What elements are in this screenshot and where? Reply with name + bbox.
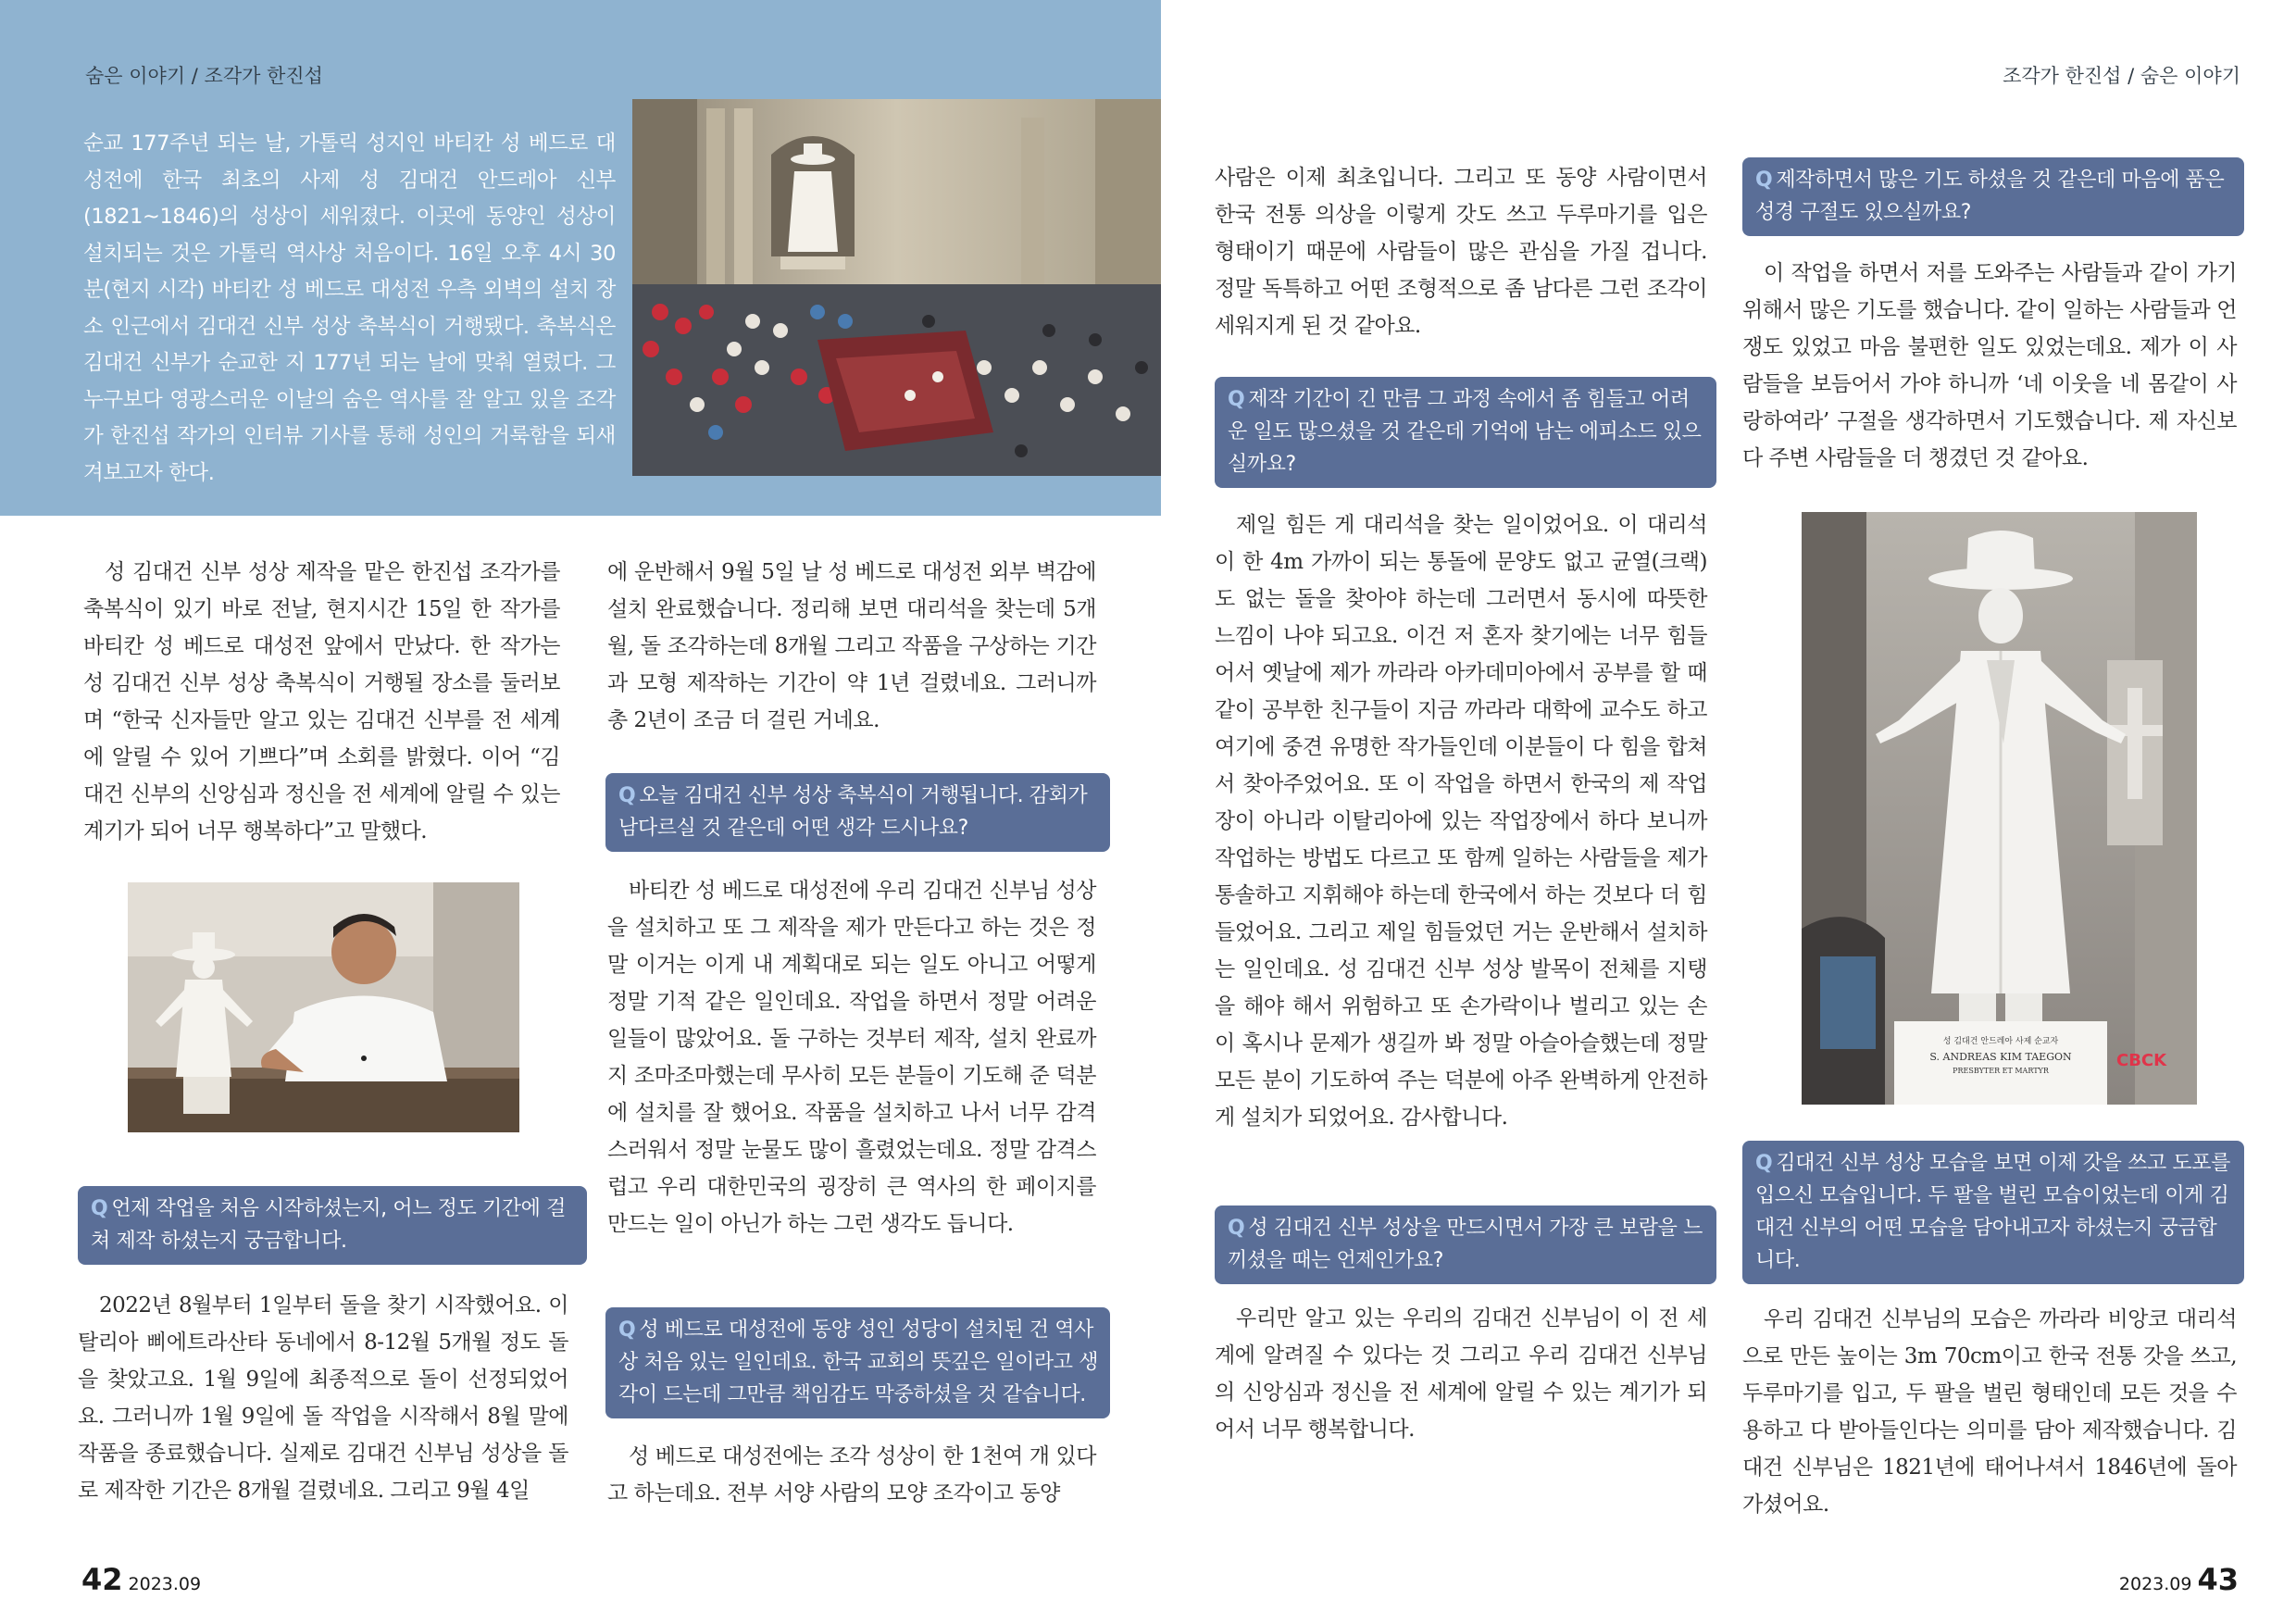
column-4-bottom [1742,1301,2237,1523]
answer-paragraph: 바티칸 성 베드로 대성전에 우리 김대건 신부님 성상을 설치하고 또 그 제작을 제가 만든다고 하는 것은 정말 이거는 이게 내 계획대로 되는 일도 아니고 어떻게 정말 기적 같은 일인데요. 작업을 하면서 정말 어려운 일들이 많았어요. 돌 구하는 것부터 제작, 설치 완료까지 조마조마했는데 무사히 모든 분들이 기도해 준 덕분에 설치를 잘 했어요. 작품을 설치하고 나서 너무 감격스러워서 정말 눈물도 많이 흘렸었는데요. 정말 감격스럽고 우리 대한민국의 굉장히 큰 역사의 한 페이지를 만드는 일이 아닌가 하는 그런 생각도 듭니다. [607,879,1096,1236]
question-text: 언제 작업을 처음 시작하셨는지, 어느 정도 기간에 걸쳐 제작 하셨는지 궁금합니다. [91,1197,566,1253]
plaque-line-3: PRESBYTER ET MARTYR [1953,1067,2049,1075]
question-text: 성 김대건 신부 성상을 만드시면서 가장 큰 보람을 느끼셨을 때는 언제인가요? [1228,1217,1703,1272]
issue-date-right: 2023.09 [2118,1574,2192,1594]
running-header-right: 조각가 한진섭 / 숨은 이야기 [2003,65,2240,87]
question-mark: Q [1228,388,1245,411]
issue-date-left: 2023.09 [128,1574,202,1594]
question-box-4 [1215,377,1716,488]
intro-paragraph: 성 김대건 신부 성상 제작을 맡은 한진섭 조각가를 축복식이 있기 바로 전날, 현지시간 15일 한 작가를 바티칸 성 베드로 대성전 앞에서 만났다. 한 작가는 성 김대건 신부 성상 축복식이 거행될 장소를 둘러보며 “한국 신자들만 알고 있는 김대건 신부를 전 세계에 알릴 수 있어 기쁘다”며 소회를 밝혔다. 이어 “김대건 신부의 신앙심과 정신을 전 세계에 알릴 수 있는 계기가 되어 너무 행복하다”고 말했다. [83,560,560,843]
column-1-intro [83,554,560,850]
column-1-answer [78,1287,568,1509]
question-box-1 [78,1186,587,1265]
question-box-7 [1742,1141,2244,1284]
question-mark: Q [1228,1217,1245,1240]
column-3-middle [1215,506,1707,1136]
photo-sculptor-interview [128,882,519,1132]
question-box-6 [1742,157,2244,236]
answer-paragraph: 우리 김대건 신부님의 모습은 까라라 비앙코 대리석으로 만든 높이는 3m 70cm이고 한국 전통 갓을 쓰고, 두루마기를 입고, 두 팔을 벌린 형태인데 모든 것을 수용하고 다 받아들인다는 의미를 담아 제작했습니다. 김대건 신부님은 1821년에 태어나셔서 1846년에 돌아가셨어요. [1742,1307,2237,1517]
column-2-bottom [607,1438,1096,1512]
answer-paragraph-continued: 사람은 이제 최초입니다. 그리고 또 동양 사람이면서 한국 전통 의상을 이렇게 갓도 쓰고 두루마기를 입은 형태이기 때문에 사람들이 많은 관심을 가질 겁니다. 정말 독특하고 어떤 조형적으로 좀 남다른 그런 조각이 세워지게 된 것 같아요. [1215,166,1707,338]
column-2-middle [607,872,1096,1243]
question-text: 제작하면서 많은 기도 하셨을 것 같은데 마음에 품은 성경 구절도 있으실까요? [1755,169,2225,224]
question-mark: Q [1755,169,1773,192]
lead-paragraph: 순교 177주년 되는 날, 가톨릭 성지인 바티칸 성 베드로 대성전에 한국 최초의 사제 성 김대건 안드레아 신부(1821~1846)의 성상이 세워졌다. 이곳에 동양인 성상이 설치되는 것은 가톨릭 역사상 처음이다. 16일 오후 4시 30분(현지 시각) 바티칸 성 베드로 대성전 우측 외벽의 설치 장소 인근에서 김대건 신부 성상 축복식이 거행됐다. 축복식은 김대건 신부가 순교한 지 177년 되는 날에 맞춰 열렸다. 그 누구보다 영광스러운 이날의 숨은 역사를 잘 알고 있을 조각가 한진섭 작가의 인터뷰 기사를 통해 성인의 거룩함을 되새겨보고자 한다. [83,131,616,485]
question-mark: Q [1755,1152,1773,1175]
answer-paragraph: 우리만 알고 있는 우리의 김대건 신부님이 이 전 세계에 알려질 수 있다는 것 그리고 우리 김대건 신부님의 신앙심과 정신을 전 세계에 알릴 수 있는 계기가 되어서 너무 행복합니다. [1215,1306,1707,1442]
answer-paragraph: 제일 힘든 게 대리석을 찾는 일이었어요. 이 대리석이 한 4m 가까이 되는 통돌에 문양도 없고 균열(크랙)도 없는 돌을 찾아야 하는데 그러면서 동시에 따뜻한 느낌이 나야 되고요. 이건 저 혼자 찾기에는 너무 힘들어서 옛날에 제가 까라라 아카데미아에서 공부를 할 때 같이 공부한 친구들이 지금 까라라 대학에 교수도 하고 여기에 중견 유명한 작가들인데 이분들이 다 힘을 합쳐서 찾아주었어요. 또 이 작업을 하면서 한국의 제 작업장이 아니라 이탈리아에 있는 작업장에서 하다 보니까 작업하는 방법도 다르고 또 함께 일하는 사람들을 제가 통솔하고 지휘해야 하는데 한국에서 하는 것보다 더 힘들었어요. 그리고 제일 힘들었던 거는 운반해서 설치하는 일인데요. 성 김대건 신부 성상 발목이 전체를 지탱을 해야 해서 위험하고 또 손가락이나 벌리고 있는 손이 혹시나 문제가 생길까 봐 정말 아슬아슬했는데 정말 모든 분이 기도하여 주는 덕분에 아주 완벽하게 안전하게 설치가 되었어요. 감사합니다. [1215,513,1707,1130]
plaque-line-1: 성 김대건 안드레아 사제 순교자 [1942,1037,2059,1046]
question-text: 오늘 김대건 신부 성상 축복식이 거행됩니다. 감회가 남다르실 것 같은데 어떤 생각 드시나요? [618,784,1088,840]
question-box-3 [605,1307,1110,1418]
plaque-line-2: S. ANDREAS KIM TAEGON [1929,1051,2072,1063]
photo-statue-workshop [1802,512,2197,1105]
question-mark: Q [618,1318,636,1342]
column-2-top [607,554,1096,739]
question-text: 김대건 신부 성상 모습을 보면 이제 갓을 쓰고 도포를 입으신 모습입니다. 두 팔을 벌린 모습이었는데 이게 김대건 신부의 어떤 모습을 담아내고자 하셨는지 궁금합니다. [1755,1152,2230,1272]
column-3-bottom [1215,1300,1707,1448]
watermark-logo: CBCK [2116,1051,2167,1070]
question-box-5 [1215,1206,1716,1284]
question-mark: Q [618,784,636,807]
page-number-right: 43 [2197,1562,2239,1597]
question-mark: Q [91,1197,108,1220]
question-text: 성 베드로 대성전에 동양 성인 성당이 설치된 건 역사상 처음 있는 일인데요. 한국 교회의 뜻깊은 일이라고 생각이 드는데 그만큼 책임감도 막중하셨을 것 같습니다. [618,1318,1099,1406]
photo-blessing-ceremony [632,99,1161,476]
answer-paragraph: 이 작업을 하면서 저를 도와주는 사람들과 같이 가기 위해서 많은 기도를 했습니다. 같이 일하는 사람들과 언쟁도 있었고 마음 불편한 일도 있었는데요. 제가 이 사람들을 보듬어서 가야 하니까 ‘네 이웃을 네 몸같이 사랑하여라’ 구절을 생각하면서 기도했습니다. 제 자신보다 주변 사람들을 더 챙겼던 것 같아요. [1742,261,2237,470]
page-number-left: 42 [81,1562,123,1597]
running-header-left: 숨은 이야기 / 조각가 한진섭 [85,65,323,87]
folio-left [81,1562,206,1597]
column-3-top [1215,159,1707,344]
question-text: 제작 기간이 긴 만큼 그 과정 속에서 좀 힘들고 어려운 일도 많으셨을 것 같은데 기억에 남는 에피소드 있으실까요? [1228,388,1702,476]
folio-right [2114,1562,2239,1597]
column-4-top [1742,255,2237,477]
answer-paragraph-continued: 에 운반해서 9월 5일 날 성 베드로 대성전 외부 벽감에 설치 완료했습니다. 정리해 보면 대리석을 찾는데 5개월, 돌 조각하는데 8개월 그리고 작품을 구상하는 기간과 모형 제작하는 기간이 약 1년 걸렸네요. 그러니까 총 2년이 조금 더 걸린 거네요. [607,560,1096,732]
answer-paragraph: 2022년 8월부터 1일부터 돌을 찾기 시작했어요. 이탈리아 삐에트라산타 동네에서 8-12월 5개월 정도 돌을 찾았고요. 1월 9일에 최종적으로 돌이 선정되었어요. 그러니까 1월 9일에 돌 작업을 시작해서 8월 말에 작품을 종료했습니다. 실제로 김대건 신부님 성상을 돌로 제작한 기간은 8개월 걸렸네요. 그리고 9월 4일 [78,1293,568,1503]
question-box-2 [605,773,1110,852]
answer-paragraph: 성 베드로 대성전에는 조각 성상이 한 1천여 개 있다고 하는데요. 전부 서양 사람의 모양 조각이고 동양 [607,1444,1096,1505]
